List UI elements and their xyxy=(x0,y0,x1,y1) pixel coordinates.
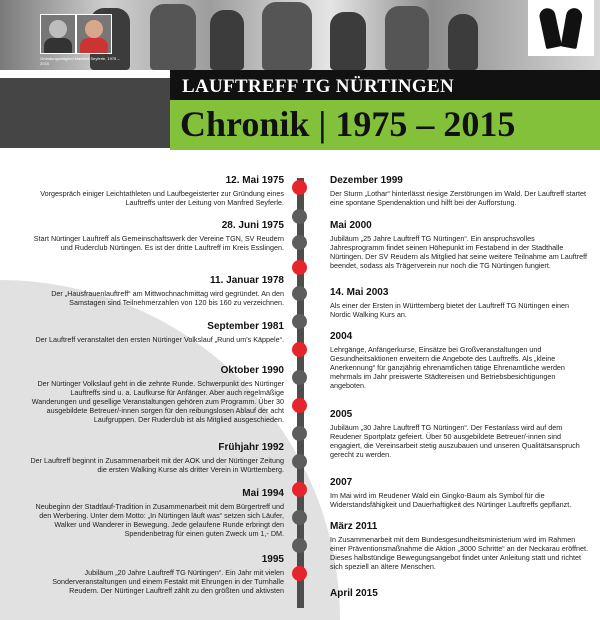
entry-date: 12. Mai 1975 xyxy=(225,175,284,186)
runner-figure xyxy=(150,4,196,70)
timeline-dot xyxy=(292,398,307,413)
timeline-entry xyxy=(330,220,588,270)
entry-text: Jubiläum „20 Jahre Lauftreff TG Nürtingen“. Ein Jahr mit vielen Sonderveranstaltungen und einem Festakt mit Ehrungen in der Turnhalle Reudern. Der Nürtinger Lauftreff zählt zu den größten und aktivsten xyxy=(52,568,284,595)
timeline-dot xyxy=(292,209,307,224)
entry-date: April 2015 xyxy=(330,588,378,599)
portrait-photo-current xyxy=(76,14,112,54)
entry-text: Der „Hausfrauenlauftreff“ am Mittwochnachmittag wird gegründet. An den Samstagen sind Teilnehmerzahlen von 120 bis 160 zu verzeichnen. xyxy=(51,289,284,307)
entry-date: 2004 xyxy=(330,331,353,342)
timeline-entry xyxy=(330,287,588,319)
timeline-dot xyxy=(292,482,307,497)
runner-figure xyxy=(330,12,366,70)
timeline-dot xyxy=(292,566,307,581)
page-subtitle: Chronik | 1975 – 2015 xyxy=(180,104,516,144)
entry-text: Vorgespräch einiger Leichtathleten und Laufbegeisterter zur Gründung eines Lauftreffs unter der Leitung von Manfred Seyferle. xyxy=(40,189,284,207)
timeline-entry xyxy=(330,175,588,207)
timeline-entry xyxy=(330,331,588,390)
entry-date: Mai 2000 xyxy=(330,220,372,231)
runner-figure xyxy=(448,14,478,70)
entry-text: In Zusammenarbeit mit dem Bundesgesundheitsministerium wird im Rahmen einer Präventionsmaßnahme die Aktion „3000 Schritte“ an der Neckarau eröffnet. Dieses halbstündige Bewegungsangebot findet unter Anleitung statt und richtet sich speziell an ältere Menschen. xyxy=(330,535,588,571)
entry-text: Der Lauftreff beginnt in Zusammenarbeit mit der AOK und der Nürtinger Zeitung die ersten Walking Kurse als dritter Verein in Württemberg. xyxy=(30,456,284,474)
timeline-dot xyxy=(292,510,307,525)
entry-text: Jubiläum „25 Jahre Lauftreff TG Nürtingen“. Ein anspruchsvolles Jahresprogramm findet seinen Höhepunkt im Festabend in der Stadthalle Nürtingen. Der SV Reudern als Mitglied hat seine weitere Teilnahme am Lauftreff beendet, sodass als Trägerverein nur noch die TG Nürtingen fungiert. xyxy=(330,234,588,270)
timeline-entry xyxy=(29,275,284,307)
timeline-dot xyxy=(292,538,307,553)
runner-figure xyxy=(385,6,429,70)
entry-text: Als einer der Ersten in Württemberg bietet der Lauftreff TG Nürtingen einen Nordic Walking Kurs an. xyxy=(330,301,570,319)
timeline-entry xyxy=(29,321,284,344)
entry-date: 2007 xyxy=(330,477,353,488)
portrait-photo-historic xyxy=(40,14,76,54)
entry-date: Oktober 1990 xyxy=(220,365,284,376)
entry-date: 2005 xyxy=(330,409,353,420)
timeline-dot xyxy=(292,180,307,195)
entry-date: 14. Mai 2003 xyxy=(330,287,389,298)
entry-date: Dezember 1999 xyxy=(330,175,403,186)
decorative-corner xyxy=(0,78,170,148)
portrait-caption: Gründungsmitglied Manfred Seyferle, 1975 – 2015 xyxy=(40,56,120,66)
entry-text: Der Nürtinger Volkslauf geht in die zehnte Runde. Schwerpunkt des Nürtinger Lauftreffs sind u. a. Laufkurse für Anfänger. Aber auch regelmäßige Wanderungen und gesellige Veranstaltungen gehören zum Programm. Über 30 ausgebildete Betreuer/-innen sorgen für den reibungslosen Ablauf der acht Laufgruppen. Der Ruderclub ist als Mitglied ausgeschieden. xyxy=(31,379,284,424)
timeline-entry xyxy=(29,554,284,595)
timeline-entry xyxy=(29,488,284,538)
timeline-entry xyxy=(330,477,588,509)
timeline-entry xyxy=(29,365,284,424)
timeline-entry xyxy=(29,220,284,252)
entry-text: Start Nürtinger Lauftreff als Gemeinschaftswerk der Vereine TGN, SV Reudern und Ruderclub Nürtingen. Es ist der dritte Lauftreff im Kreis Esslingen. xyxy=(33,234,284,252)
entry-date: September 1981 xyxy=(207,321,284,332)
entry-date: Frühjahr 1992 xyxy=(218,442,284,453)
runner-figure xyxy=(210,10,244,70)
entry-date: 28. Juni 1975 xyxy=(221,220,284,231)
header-photo xyxy=(0,0,600,70)
lauftreff-logo xyxy=(528,0,594,56)
timeline-entry xyxy=(29,442,284,474)
timeline-dot xyxy=(292,370,307,385)
entry-text: Jubiläum „30 Jahre Lauftreff TG Nürtingen“. Der Festanlass wird auf dem Reudener Sportplatz gefeiert. Über 50 ausgebildete Betreuer/-innen sind engagiert, die Vereinsarbeit stetig auszubauen und unseren Qualitätsanspruch gerecht zu werden. xyxy=(330,423,580,459)
title-block xyxy=(170,70,600,156)
entry-text: Im Mai wird im Reudener Wald ein Gingko-Baum als Symbol für die Widerstandsfähigkeit und Dauerhaftigkeit des Nürtinger Lauftreffs gepflanzt. xyxy=(330,491,572,509)
timeline-dot xyxy=(292,454,307,469)
timeline-dot xyxy=(292,235,307,250)
timeline-entry xyxy=(330,521,588,571)
entry-text: Der Lauftreff veranstaltet den ersten Nürtinger Volkslauf „Rund um's Käppele“. xyxy=(35,335,284,344)
entry-text: Der Sturm „Lothar“ hinterlässt riesige Zerstörungen im Wald. Der Lauftreff startet eine spontane Spendenaktion und hilft bei der Aufforstung. xyxy=(330,189,587,207)
entry-date: März 2011 xyxy=(330,521,378,532)
timeline-dot xyxy=(292,314,307,329)
entry-date: 11. Januar 1978 xyxy=(210,275,284,286)
title-bar xyxy=(170,70,600,100)
timeline-entry xyxy=(330,409,588,459)
subtitle-bar xyxy=(170,100,600,150)
timeline-entry xyxy=(29,175,284,207)
timeline-dot xyxy=(292,426,307,441)
entry-text: Lehrgänge, Anfängerkurse, Einsätze bei Großveranstaltungen und Gesundheitsaktionen erweitern die Angebote des Lauftreffs. Als „kleine Anerkennung“ für ganzjährig ehrenamtlichen tätige Ehrenamtliche werden mehrmals im Jahr preiswerte Städtereisen und Betriebsbesichtigungen angeboten. xyxy=(330,345,565,390)
timeline-dot xyxy=(292,342,307,357)
page-title: LAUFTREFF TG NÜRTINGEN xyxy=(182,76,454,97)
entry-date: 1995 xyxy=(261,554,284,565)
entry-date: Mai 1994 xyxy=(242,488,284,499)
timeline-dot xyxy=(292,286,307,301)
runner-figure xyxy=(262,2,312,70)
timeline-dot xyxy=(292,260,307,275)
entry-text: Neubeginn der Stadtlauf-Tradition in Zusammenarbeit mit dem Bürgertreff und den Werbering. Unter dem Motto: „In Nürtingen läuft was“ setzen sich Läufer, Walker und Wanderer in Bewegung. Jede gelaufene Runde erbringt den Spendenbetrag für einen guten Zweck um 1,- DM. xyxy=(35,502,284,538)
